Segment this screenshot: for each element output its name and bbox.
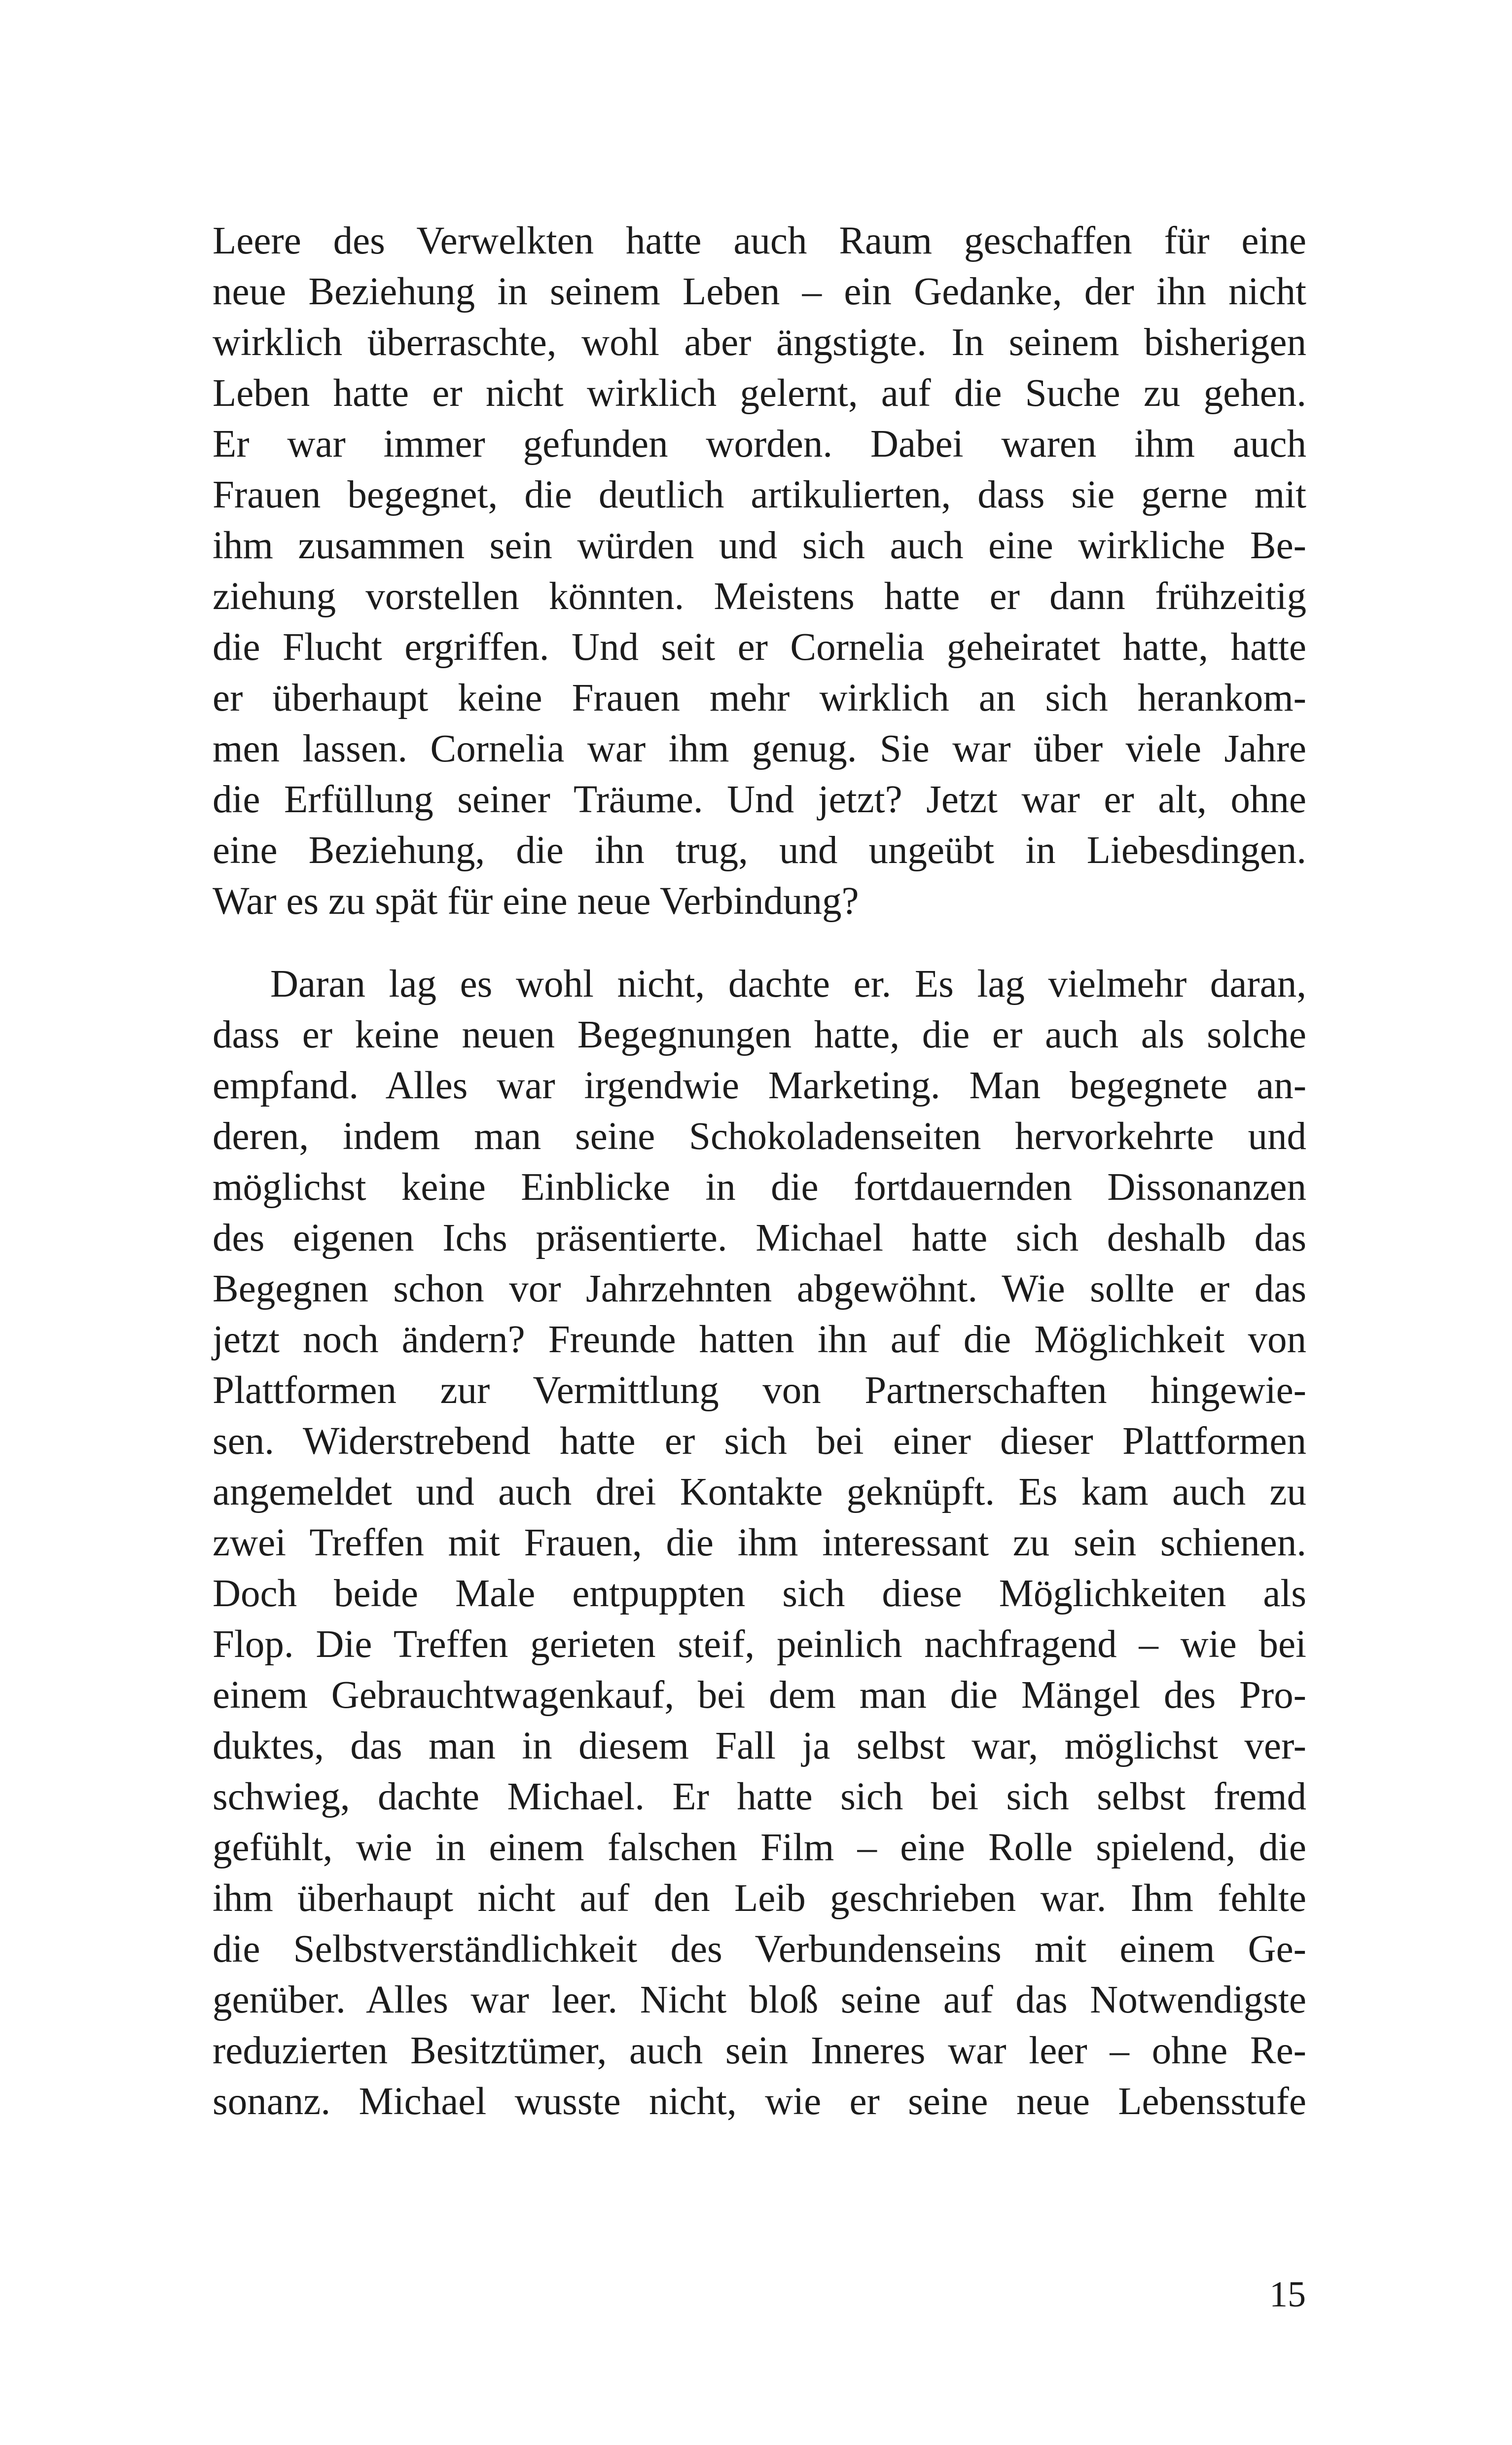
text-line: die Erfüllung seiner Träume. Und jetzt? Jetzt war er alt, ohne (213, 778, 1306, 821)
text-line: War es zu spät für eine neue Verbindung? (213, 880, 859, 923)
text-line: die Selbstverständlichkeit des Verbundenseins mit einem Ge- (213, 1928, 1306, 1971)
text-line: gefühlt, wie in einem falschen Film – eine Rolle spielend, die (213, 1826, 1306, 1869)
text-line: genüber. Alles war leer. Nicht bloß seine auf das Notwendigste (213, 1978, 1306, 2021)
text-line: duktes, das man in diesem Fall ja selbst war, möglichst ver- (213, 1725, 1306, 1767)
text-line: Frauen begegnet, die deutlich artikulierten, dass sie gerne mit (213, 473, 1306, 516)
text-line: ziehung vorstellen könnten. Meistens hatte er dann frühzeitig (213, 575, 1306, 618)
paragraph-2 (213, 959, 1306, 2127)
text-line: deren, indem man seine Schokoladenseiten hervorkehrte und (213, 1115, 1306, 1158)
text-line: die Flucht ergriffen. Und seit er Cornelia geheiratet hatte, hatte (213, 626, 1306, 669)
text-line: Er war immer gefunden worden. Dabei waren ihm auch (213, 423, 1306, 466)
text-line: wirklich überraschte, wohl aber ängstigte. In seinem bisherigen (213, 321, 1306, 364)
text-line: Flop. Die Treffen gerieten steif, peinlich nachfragend – wie bei (213, 1623, 1306, 1666)
text-line: Plattformen zur Vermittlung von Partnerschaften hingewie- (213, 1369, 1306, 1412)
text-line: Leere des Verwelkten hatte auch Raum geschaffen für eine (213, 219, 1306, 262)
text-line: sonanz. Michael wusste nicht, wie er seine neue Lebensstufe (213, 2080, 1306, 2123)
text-line: sen. Widerstrebend hatte er sich bei einer dieser Plattformen (213, 1420, 1306, 1463)
text-line: empfand. Alles war irgendwie Marketing. Man begegnete an- (213, 1064, 1306, 1107)
text-line: neue Beziehung in seinem Leben – ein Gedanke, der ihn nicht (213, 270, 1306, 313)
text-line: Doch beide Male entpuppten sich diese Möglichkeiten als (213, 1572, 1306, 1615)
paragraph-1 (213, 216, 1306, 927)
text-line: zwei Treffen mit Frauen, die ihm interessant zu sein schienen. (213, 1521, 1306, 1564)
text-line: dass er keine neuen Begegnungen hatte, die er auch als solche (213, 1013, 1306, 1056)
text-line: Begegnen schon vor Jahrzehnten abgewöhnt. Wie sollte er das (213, 1267, 1306, 1310)
text-line: reduzierten Besitztümer, auch sein Inneres war leer – ohne Re- (213, 2029, 1306, 2072)
text-line: möglichst keine Einblicke in die fortdauernden Dissonanzen (213, 1166, 1306, 1209)
text-line: des eigenen Ichs präsentierte. Michael hatte sich deshalb das (213, 1217, 1306, 1259)
text-line: er überhaupt keine Frauen mehr wirklich an sich herankom- (213, 677, 1306, 719)
text-line: men lassen. Cornelia war ihm genug. Sie war über viele Jahre (213, 727, 1306, 770)
text-line: schwieg, dachte Michael. Er hatte sich bei sich selbst fremd (213, 1775, 1306, 1818)
text-line: jetzt noch ändern? Freunde hatten ihn auf die Möglichkeit von (213, 1318, 1306, 1361)
text-line: Leben hatte er nicht wirklich gelernt, auf die Suche zu gehen. (213, 372, 1306, 415)
text-line: Daran lag es wohl nicht, dachte er. Es lag vielmehr daran, (270, 963, 1306, 1006)
text-line: ihm überhaupt nicht auf den Leib geschrieben war. Ihm fehlte (213, 1877, 1306, 1920)
text-line: eine Beziehung, die ihn trug, und ungeübt in Liebesdingen. (213, 829, 1306, 872)
page-number: 15 (1269, 2274, 1306, 2315)
text-line: ihm zusammen sein würden und sich auch eine wirkliche Be- (213, 524, 1306, 567)
text-line: angemeldet und auch drei Kontakte geknüpft. Es kam auch zu (213, 1471, 1306, 1513)
text-line: einem Gebrauchtwagenkauf, bei dem man die Mängel des Pro- (213, 1674, 1306, 1717)
